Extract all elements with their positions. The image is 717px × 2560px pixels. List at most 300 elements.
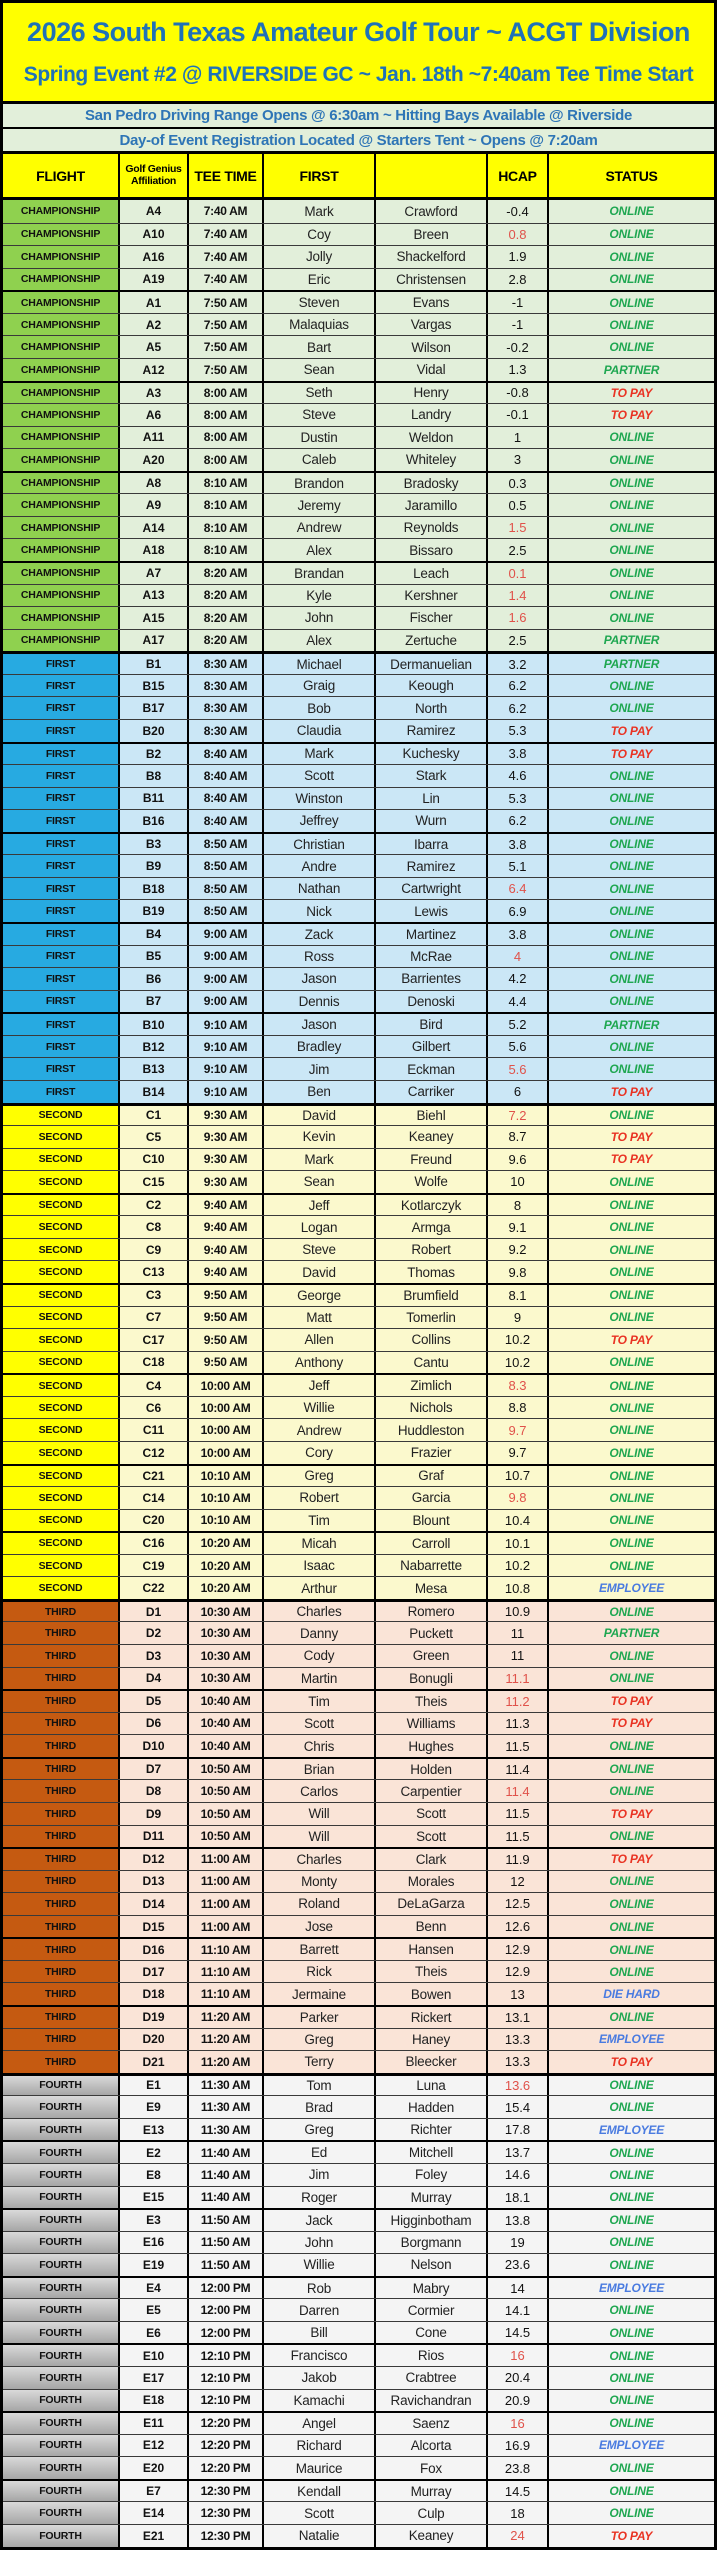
affiliation-cell: D18 xyxy=(120,1983,189,2005)
hcap-cell: 6.2 xyxy=(488,675,549,697)
flight-cell: FIRST xyxy=(3,654,120,674)
flight-cell: THIRD xyxy=(3,1713,120,1735)
tee-time-cell: 8:00 AM xyxy=(189,427,264,449)
last-name-cell: Carpentier xyxy=(376,1780,488,1802)
table-row xyxy=(3,1554,714,1577)
first-name-cell: Steve xyxy=(264,1239,376,1261)
status-cell: ONLINE xyxy=(549,1397,714,1419)
table-row xyxy=(3,990,714,1013)
tee-time-cell: 11:10 AM xyxy=(189,1983,264,2005)
tee-time-cell: 10:50 AM xyxy=(189,1780,264,1802)
status-cell: ONLINE xyxy=(549,427,714,449)
status-cell: EMPLOYEE xyxy=(549,2119,714,2141)
table-row xyxy=(3,2321,714,2344)
first-name-cell: Coy xyxy=(264,224,376,246)
first-name-cell: Jakob xyxy=(264,2367,376,2389)
hcap-cell: 3.8 xyxy=(488,744,549,765)
first-name-cell: Barrett xyxy=(264,1939,376,1960)
affiliation-cell: D11 xyxy=(120,1826,189,1848)
last-name-cell: Vidal xyxy=(376,359,488,381)
last-name-cell: Jaramillo xyxy=(376,494,488,516)
table-row xyxy=(3,1982,714,2005)
flight-cell: SECOND xyxy=(3,1352,120,1374)
hcap-cell: 1.9 xyxy=(488,246,549,268)
first-name-cell: Christian xyxy=(264,834,376,855)
status-cell: TO PAY xyxy=(549,1849,714,1870)
affiliation-cell: A18 xyxy=(120,539,189,561)
table-row xyxy=(3,2389,714,2412)
first-name-cell: Roland xyxy=(264,1893,376,1915)
table-row xyxy=(3,1080,714,1103)
last-name-cell: Keaney xyxy=(376,1126,488,1148)
table-row xyxy=(3,1599,714,1622)
hcap-cell: 1.4 xyxy=(488,585,549,607)
tee-time-cell: 11:30 AM xyxy=(189,2076,264,2096)
first-name-cell: Nathan xyxy=(264,878,376,900)
affiliation-cell: E14 xyxy=(120,2502,189,2524)
flight-cell: THIRD xyxy=(3,2029,120,2051)
hcap-cell: 11.4 xyxy=(488,1780,549,1802)
first-name-cell: Richard xyxy=(264,2435,376,2457)
status-cell: ONLINE xyxy=(549,1939,714,1960)
first-name-cell: Terry xyxy=(264,2051,376,2073)
table-row xyxy=(3,538,714,561)
hcap-cell: -0.1 xyxy=(488,404,549,426)
hcap-cell: 5.6 xyxy=(488,1036,549,1058)
hcap-cell: 10.7 xyxy=(488,1466,549,1487)
table-row xyxy=(3,268,714,291)
last-name-cell: Ramirez xyxy=(376,720,488,742)
status-cell: ONLINE xyxy=(549,2413,714,2434)
table-row xyxy=(3,1576,714,1599)
first-name-cell: Andrew xyxy=(264,1419,376,1441)
tee-time-cell: 10:00 AM xyxy=(189,1442,264,1464)
tee-time-cell: 10:20 AM xyxy=(189,1577,264,1599)
last-name-cell: Clark xyxy=(376,1849,488,1870)
table-row xyxy=(3,1418,714,1441)
status-cell: EMPLOYEE xyxy=(549,2029,714,2051)
table-row xyxy=(3,1712,714,1735)
affiliation-cell: B20 xyxy=(120,720,189,742)
flight-cell: THIRD xyxy=(3,1759,120,1780)
hcap-cell: 14.6 xyxy=(488,2164,549,2186)
tee-time-cell: 9:10 AM xyxy=(189,1014,264,1035)
flight-cell: CHAMPIONSHIP xyxy=(3,336,120,358)
status-cell: ONLINE xyxy=(549,607,714,629)
tee-time-cell: 8:50 AM xyxy=(189,878,264,900)
affiliation-cell: E21 xyxy=(120,2525,189,2547)
table-row xyxy=(3,2073,714,2096)
first-name-cell: Mark xyxy=(264,200,376,223)
hcap-cell: 24 xyxy=(488,2525,549,2547)
affiliation-cell: E18 xyxy=(120,2390,189,2412)
hcap-cell: 6 xyxy=(488,1081,549,1103)
hcap-cell: 13.3 xyxy=(488,2051,549,2073)
status-cell: PARTNER xyxy=(549,654,714,674)
status-cell: ONLINE xyxy=(549,200,714,223)
flight-cell: FOURTH xyxy=(3,2119,120,2141)
first-name-cell: Alex xyxy=(264,539,376,561)
table-row xyxy=(3,2411,714,2434)
affiliation-cell: D3 xyxy=(120,1645,189,1667)
table-row xyxy=(3,1328,714,1351)
status-cell: ONLINE xyxy=(549,269,714,291)
first-name-cell: Isaac xyxy=(264,1555,376,1577)
table-row xyxy=(3,1531,714,1554)
affiliation-cell: C9 xyxy=(120,1239,189,1261)
tee-time-cell: 12:20 PM xyxy=(189,2413,264,2434)
table-row xyxy=(3,2343,714,2366)
first-name-cell: Malaquias xyxy=(264,314,376,336)
tee-time-cell: 12:30 PM xyxy=(189,2502,264,2524)
status-cell: ONLINE xyxy=(549,900,714,922)
flight-cell: CHAMPIONSHIP xyxy=(3,630,120,652)
table-row xyxy=(3,1734,714,1757)
status-cell: ONLINE xyxy=(549,1893,714,1915)
hcap-cell: 14.1 xyxy=(488,2299,549,2321)
flight-cell: FOURTH xyxy=(3,2232,120,2254)
tee-time-cell: 11:50 AM xyxy=(189,2232,264,2254)
flight-cell: THIRD xyxy=(3,1826,120,1848)
table-row xyxy=(3,2366,714,2389)
status-cell: DIE HARD xyxy=(549,1983,714,2005)
status-cell: ONLINE xyxy=(549,585,714,607)
driving-range-banner: San Pedro Driving Range Opens @ 6:30am ~ Hitting Bays Available @ Riverside xyxy=(3,104,714,129)
last-name-cell: Crabtree xyxy=(376,2367,488,2389)
hcap-cell: 14.5 xyxy=(488,2322,549,2344)
last-name-cell: Brumfield xyxy=(376,1285,488,1306)
affiliation-cell: A19 xyxy=(120,269,189,291)
tee-time-cell: 7:40 AM xyxy=(189,200,264,223)
flight-cell: THIRD xyxy=(3,1735,120,1757)
hcap-cell: 16 xyxy=(488,2345,549,2366)
status-cell: TO PAY xyxy=(549,1803,714,1825)
first-name-cell: Carlos xyxy=(264,1780,376,1802)
table-row xyxy=(3,448,714,471)
last-name-cell: Rios xyxy=(376,2345,488,2366)
last-name-cell: Keaney xyxy=(376,2525,488,2547)
table-row xyxy=(3,651,714,674)
table-row xyxy=(3,1509,714,1532)
first-name-cell: Andrew xyxy=(264,517,376,539)
last-name-cell: Graf xyxy=(376,1466,488,1487)
status-cell: ONLINE xyxy=(549,449,714,471)
hcap-cell: 11.3 xyxy=(488,1713,549,1735)
flight-cell: THIRD xyxy=(3,1983,120,2005)
tee-time-cell: 10:30 AM xyxy=(189,1622,264,1644)
table-row xyxy=(3,899,714,922)
table-row xyxy=(3,1825,714,1848)
last-name-cell: Theis xyxy=(376,1961,488,1983)
last-name-cell: Kotlarczyk xyxy=(376,1195,488,1216)
status-cell: PARTNER xyxy=(549,1622,714,1644)
last-name-cell: Ramirez xyxy=(376,855,488,877)
affiliation-cell: C5 xyxy=(120,1126,189,1148)
status-cell: TO PAY xyxy=(549,2525,714,2547)
tee-time-cell: 9:50 AM xyxy=(189,1307,264,1329)
status-cell: ONLINE xyxy=(549,1466,714,1487)
flight-cell: CHAMPIONSHIP xyxy=(3,539,120,561)
affiliation-cell: D8 xyxy=(120,1780,189,1802)
flight-cell: FOURTH xyxy=(3,2367,120,2389)
hcap-cell: 5.1 xyxy=(488,855,549,877)
flight-cell: SECOND xyxy=(3,1171,120,1193)
hcap-cell: 4 xyxy=(488,946,549,968)
flight-cell: CHAMPIONSHIP xyxy=(3,246,120,268)
flight-cell: SECOND xyxy=(3,1487,120,1509)
flight-cell: SECOND xyxy=(3,1195,120,1216)
hcap-cell: 16 xyxy=(488,2413,549,2434)
affiliation-cell: C16 xyxy=(120,1533,189,1554)
table-row xyxy=(3,358,714,381)
first-name-cell: Caleb xyxy=(264,449,376,471)
flight-cell: FOURTH xyxy=(3,2413,120,2434)
table-row xyxy=(3,2140,714,2163)
last-name-cell: Romero xyxy=(376,1602,488,1622)
hcap-cell: 13.7 xyxy=(488,2142,549,2163)
table-row xyxy=(3,764,714,787)
hcap-cell: 11.1 xyxy=(488,1668,549,1690)
tee-time-cell: 9:10 AM xyxy=(189,1081,264,1103)
first-name-cell: Brad xyxy=(264,2096,376,2118)
status-cell: ONLINE xyxy=(549,1058,714,1080)
last-name-cell: Higginbotham xyxy=(376,2210,488,2231)
first-name-cell: Jim xyxy=(264,1058,376,1080)
table-row xyxy=(3,1847,714,1870)
table-row xyxy=(3,1802,714,1825)
table-row xyxy=(3,1035,714,1058)
flight-cell: FOURTH xyxy=(3,2299,120,2321)
hcap-cell: 5.3 xyxy=(488,788,549,810)
status-cell: ONLINE xyxy=(549,878,714,900)
status-cell: ONLINE xyxy=(549,1871,714,1893)
hcap-cell: 0.5 xyxy=(488,494,549,516)
flight-cell: FIRST xyxy=(3,834,120,855)
flight-cell: CHAMPIONSHIP xyxy=(3,449,120,471)
tee-time-cell: 11:00 AM xyxy=(189,1849,264,1870)
hcap-cell: 1 xyxy=(488,427,549,449)
first-name-cell: Jeff xyxy=(264,1375,376,1396)
hcap-cell: 3.8 xyxy=(488,924,549,945)
status-cell: ONLINE xyxy=(549,1195,714,1216)
tee-time-cell: 10:30 AM xyxy=(189,1602,264,1622)
flight-cell: FOURTH xyxy=(3,2278,120,2299)
affiliation-cell: A14 xyxy=(120,517,189,539)
status-cell: ONLINE xyxy=(549,2076,714,2096)
flight-cell: CHAMPIONSHIP xyxy=(3,359,120,381)
tee-time-cell: 12:00 PM xyxy=(189,2278,264,2299)
status-cell: ONLINE xyxy=(549,2210,714,2231)
first-name-cell: Bart xyxy=(264,336,376,358)
tee-time-cell: 9:40 AM xyxy=(189,1216,264,1238)
last-name-cell: Williams xyxy=(376,1713,488,1735)
status-cell: ONLINE xyxy=(549,1668,714,1690)
affiliation-cell: D16 xyxy=(120,1939,189,1960)
first-name-cell: Eric xyxy=(264,269,376,291)
first-name-cell: Andre xyxy=(264,855,376,877)
tee-time-cell: 8:50 AM xyxy=(189,834,264,855)
last-name-cell: Blount xyxy=(376,1510,488,1532)
affiliation-cell: E17 xyxy=(120,2367,189,2389)
flight-cell: CHAMPIONSHIP xyxy=(3,494,120,516)
status-cell: TO PAY xyxy=(549,720,714,742)
first-name-cell: Zack xyxy=(264,924,376,945)
hcap-cell: 17.8 xyxy=(488,2119,549,2141)
last-name-cell: Reynolds xyxy=(376,517,488,539)
status-cell: ONLINE xyxy=(549,968,714,990)
hcap-cell: 1.5 xyxy=(488,517,549,539)
tee-time-cell: 9:50 AM xyxy=(189,1285,264,1306)
flight-cell: CHAMPIONSHIP xyxy=(3,224,120,246)
status-cell: ONLINE xyxy=(549,1645,714,1667)
page-title: 2026 South Texas Amateur Golf Tour ~ ACGT Division xyxy=(27,17,690,48)
hcap-cell: 12.9 xyxy=(488,1939,549,1960)
tee-time-cell: 11:00 AM xyxy=(189,1893,264,1915)
last-name-cell: Biehl xyxy=(376,1106,488,1126)
last-name-cell: Bleecker xyxy=(376,2051,488,2073)
last-name-cell: Bradosky xyxy=(376,473,488,494)
flight-cell: FOURTH xyxy=(3,2142,120,2163)
last-name-cell: Murray xyxy=(376,2187,488,2209)
affiliation-cell: A17 xyxy=(120,630,189,652)
flight-cell: FIRST xyxy=(3,720,120,742)
flight-cell: SECOND xyxy=(3,1466,120,1487)
tee-time-cell: 12:10 PM xyxy=(189,2390,264,2412)
status-cell: ONLINE xyxy=(549,2457,714,2479)
first-name-cell: Jolly xyxy=(264,246,376,268)
status-cell: TO PAY xyxy=(549,383,714,404)
first-name-cell: Cory xyxy=(264,1442,376,1464)
tee-time-cell: 10:00 AM xyxy=(189,1419,264,1441)
hcap-cell: 11.2 xyxy=(488,1691,549,1712)
last-name-cell: Huddleston xyxy=(376,1419,488,1441)
table-row xyxy=(3,2118,714,2141)
first-name-cell: Michael xyxy=(264,654,376,674)
last-name-cell: Mesa xyxy=(376,1577,488,1599)
first-name-cell: Jason xyxy=(264,968,376,990)
column-header-tee-time: TEE TIME xyxy=(189,154,264,197)
hcap-cell: 5.6 xyxy=(488,1058,549,1080)
tee-time-cell: 8:50 AM xyxy=(189,900,264,922)
affiliation-cell: E1 xyxy=(120,2076,189,2096)
tee-time-cell: 11:00 AM xyxy=(189,1916,264,1938)
hcap-cell: -0.4 xyxy=(488,200,549,223)
flight-cell: FIRST xyxy=(3,1081,120,1103)
affiliation-cell: D17 xyxy=(120,1961,189,1983)
first-name-cell: Jermaine xyxy=(264,1983,376,2005)
affiliation-cell: A6 xyxy=(120,404,189,426)
table-row xyxy=(3,1441,714,1464)
flight-cell: SECOND xyxy=(3,1419,120,1441)
last-name-cell: Evans xyxy=(376,292,488,313)
tee-time-cell: 8:30 AM xyxy=(189,654,264,674)
affiliation-cell: C8 xyxy=(120,1216,189,1238)
tee-time-cell: 9:00 AM xyxy=(189,946,264,968)
status-cell: ONLINE xyxy=(549,1759,714,1780)
first-name-cell: Kevin xyxy=(264,1126,376,1148)
flight-cell: CHAMPIONSHIP xyxy=(3,563,120,584)
flight-cell: FIRST xyxy=(3,810,120,832)
hcap-cell: 11.5 xyxy=(488,1735,549,1757)
table-row xyxy=(3,516,714,539)
table-row xyxy=(3,313,714,336)
hcap-cell: -0.8 xyxy=(488,383,549,404)
last-name-cell: Wolfe xyxy=(376,1171,488,1193)
status-cell: TO PAY xyxy=(549,404,714,426)
flight-cell: FIRST xyxy=(3,968,120,990)
first-name-cell: Bill xyxy=(264,2322,376,2344)
table-row xyxy=(3,426,714,449)
affiliation-cell: C14 xyxy=(120,1487,189,1509)
flight-cell: FIRST xyxy=(3,744,120,765)
last-name-cell: Bowen xyxy=(376,1983,488,2005)
tee-time-cell: 11:50 AM xyxy=(189,2210,264,2231)
flight-cell: FOURTH xyxy=(3,2525,120,2547)
affiliation-cell: D5 xyxy=(120,1691,189,1712)
first-name-cell: Greg xyxy=(264,1466,376,1487)
tee-time-cell: 11:10 AM xyxy=(189,1939,264,1960)
table-row xyxy=(3,335,714,358)
hcap-cell: 0.3 xyxy=(488,473,549,494)
table-row xyxy=(3,832,714,855)
hcap-cell: 19 xyxy=(488,2232,549,2254)
title-block xyxy=(3,3,714,104)
hcap-cell: 1.3 xyxy=(488,359,549,381)
last-name-cell: Nelson xyxy=(376,2254,488,2276)
table-row xyxy=(3,1915,714,1938)
status-cell: ONLINE xyxy=(549,1216,714,1238)
first-name-cell: Winston xyxy=(264,788,376,810)
hcap-cell: 15.4 xyxy=(488,2096,549,2118)
tee-time-cell: 8:30 AM xyxy=(189,720,264,742)
hcap-cell: 8 xyxy=(488,1195,549,1216)
hcap-cell: 10.2 xyxy=(488,1329,549,1351)
last-name-cell: Frazier xyxy=(376,1442,488,1464)
first-name-cell: Maurice xyxy=(264,2457,376,2479)
last-name-cell: Green xyxy=(376,1645,488,1667)
first-name-cell: Jeff xyxy=(264,1195,376,1216)
table-row xyxy=(3,2501,714,2524)
tee-time-cell: 11:20 AM xyxy=(189,2029,264,2051)
hcap-cell: 11 xyxy=(488,1622,549,1644)
flight-cell: FIRST xyxy=(3,991,120,1013)
status-cell: ONLINE xyxy=(549,1106,714,1126)
status-cell: PARTNER xyxy=(549,359,714,381)
tee-time-cell: 8:50 AM xyxy=(189,855,264,877)
status-cell: ONLINE xyxy=(549,1307,714,1329)
last-name-cell: Hadden xyxy=(376,2096,488,2118)
first-name-cell: Mark xyxy=(264,1149,376,1171)
hcap-cell: 8.1 xyxy=(488,1285,549,1306)
affiliation-cell: C1 xyxy=(120,1106,189,1126)
first-name-cell: Allen xyxy=(264,1329,376,1351)
tee-time-cell: 9:40 AM xyxy=(189,1195,264,1216)
flight-cell: FIRST xyxy=(3,855,120,877)
last-name-cell: Thomas xyxy=(376,1261,488,1283)
flight-cell: FOURTH xyxy=(3,2164,120,2186)
tee-time-cell: 8:10 AM xyxy=(189,473,264,494)
flight-cell: FIRST xyxy=(3,900,120,922)
affiliation-cell: D10 xyxy=(120,1735,189,1757)
tee-time-cell: 10:20 AM xyxy=(189,1533,264,1554)
table-row xyxy=(3,922,714,945)
flight-cell: THIRD xyxy=(3,1622,120,1644)
hcap-cell: 8.8 xyxy=(488,1397,549,1419)
affiliation-cell: A1 xyxy=(120,292,189,313)
flight-cell: SECOND xyxy=(3,1577,120,1599)
last-name-cell: Borgmann xyxy=(376,2232,488,2254)
status-cell: TO PAY xyxy=(549,1149,714,1171)
